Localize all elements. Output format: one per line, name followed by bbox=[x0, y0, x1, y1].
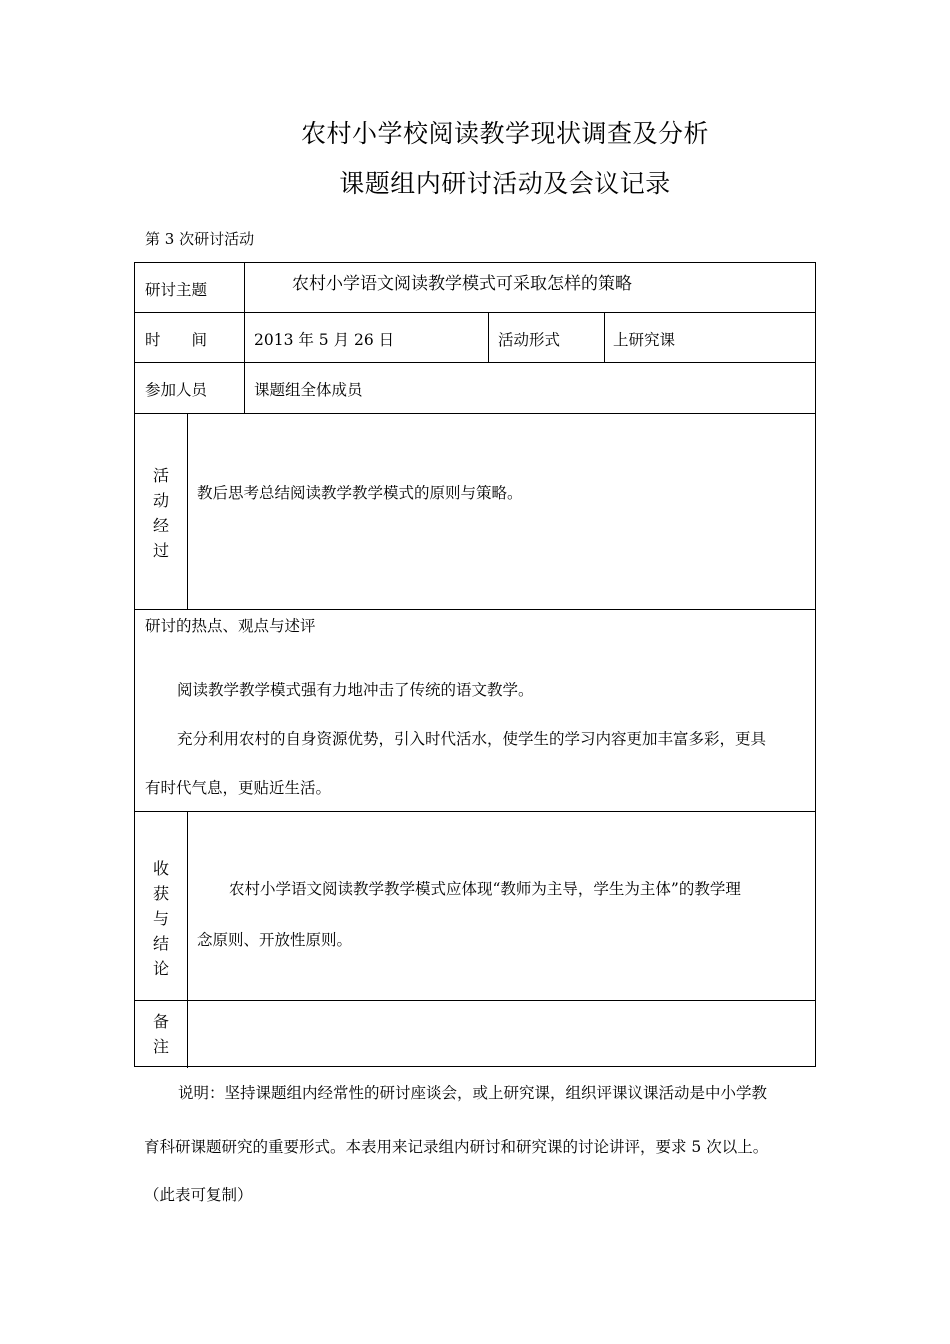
process-text: 教后思考总结阅读教学教学模式的原则与策略。 bbox=[197, 484, 523, 502]
row-divider bbox=[135, 609, 815, 610]
discussion-paragraph-2-line-2: 有时代气息，更贴近生活。 bbox=[145, 779, 332, 797]
process-label: 活 动 经 过 bbox=[152, 466, 169, 560]
column-divider bbox=[604, 312, 605, 363]
column-divider bbox=[187, 413, 188, 610]
session-label: 第 3 次研讨活动 bbox=[145, 230, 255, 248]
row-divider bbox=[135, 1000, 815, 1001]
column-divider bbox=[488, 312, 489, 363]
topic-value: 农村小学语文阅读教学模式可采取怎样的策略 bbox=[292, 274, 632, 294]
discussion-paragraph-1: 阅读教学教学模式强有力地冲击了传统的语文教学。 bbox=[177, 681, 534, 699]
form-value: 上研究课 bbox=[613, 331, 676, 349]
discussion-paragraph-2-line-1: 充分利用农村的自身资源优势，引入时代活水，使学生的学习内容更加丰富多彩，更具 bbox=[177, 730, 767, 748]
form-label: 活动形式 bbox=[498, 331, 561, 349]
result-line-2: 念原则、开放性原则。 bbox=[197, 931, 353, 949]
time-value: 2013 年 5 月 26 日 bbox=[254, 331, 395, 349]
column-divider bbox=[187, 811, 188, 1068]
participants-value: 课题组全体成员 bbox=[254, 381, 363, 399]
footer-note-line-2: 育科研课题研究的重要形式。本表用来记录组内研讨和研究课的讨论讲评，要求 5 次以上。 bbox=[144, 1138, 769, 1156]
row-divider bbox=[135, 312, 815, 313]
time-label: 时 间 bbox=[145, 331, 208, 349]
row-divider bbox=[135, 811, 815, 812]
footer-note-line-3: （此表可复制） bbox=[144, 1186, 253, 1204]
result-label: 收 获 与 结 论 bbox=[152, 859, 169, 978]
row-divider bbox=[135, 413, 815, 414]
footer-note-line-1: 说明：坚持课题组内经常性的研讨座谈会，或上研究课，组织评课议课活动是中小学教 bbox=[178, 1084, 768, 1102]
result-line-1: 农村小学语文阅读教学教学模式应体现“教师为主导，学生为主体”的教学理 bbox=[229, 880, 741, 898]
remarks-label: 备 注 bbox=[152, 1012, 169, 1056]
column-divider bbox=[244, 263, 245, 413]
topic-label: 研讨主题 bbox=[145, 281, 208, 299]
document-subtitle: 课题组内研讨活动及会议记录 bbox=[339, 169, 671, 198]
discussion-label: 研讨的热点、观点与述评 bbox=[145, 617, 316, 635]
document-title: 农村小学校阅读教学现状调查及分析 bbox=[300, 119, 709, 148]
row-divider bbox=[135, 362, 815, 363]
record-table bbox=[134, 262, 816, 1067]
participants-label: 参加人员 bbox=[145, 381, 208, 399]
